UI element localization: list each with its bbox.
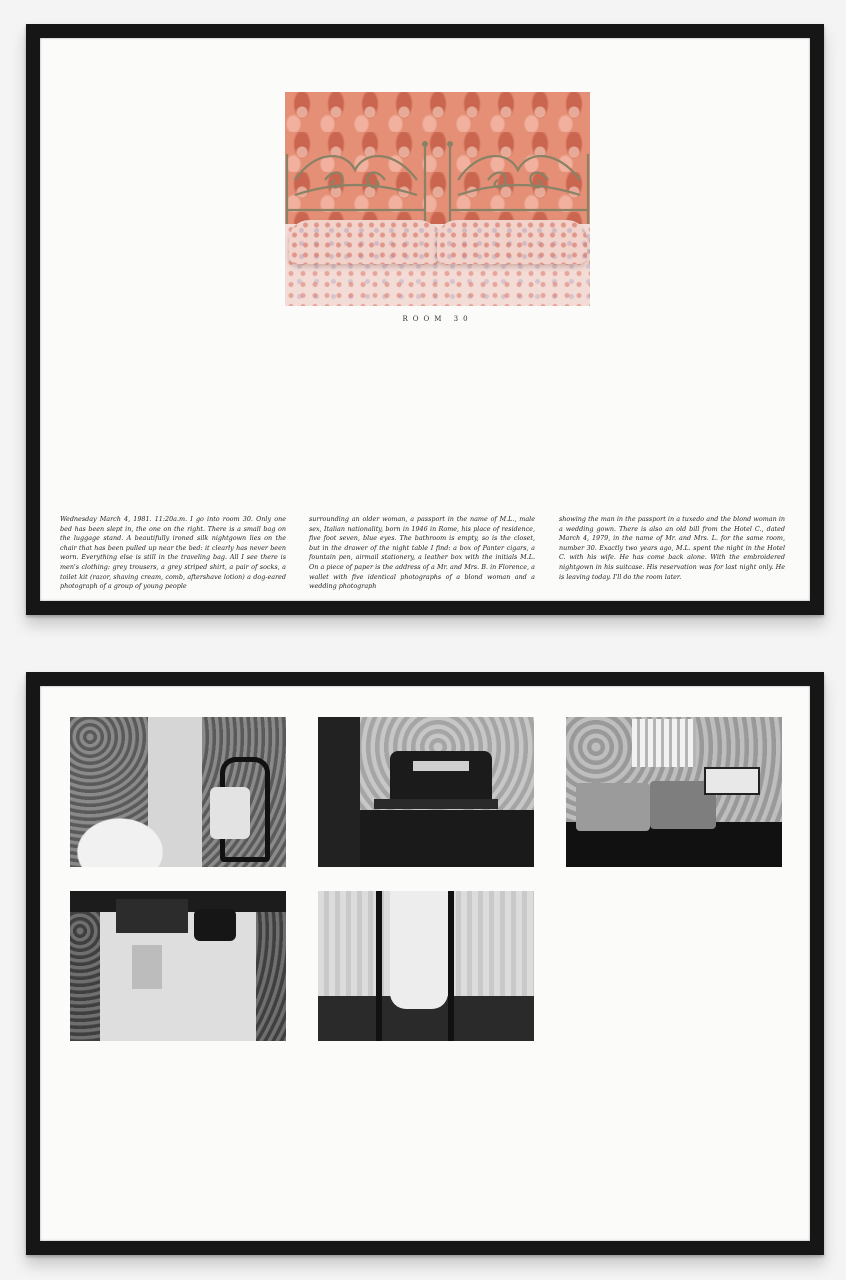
- silk-nightgown: [390, 891, 448, 1009]
- journal-text-column-3: showing the man in the passport in a tuxedo and the blond woman in a wedding gown. There is also an old bill from the Hotel C., dated March 4, 1979, in the name of Mr. and Mrs. L. for the same room, number 30. Exactly two years ago, M.L. spent the night in the Hotel C. with his wife. He has come back alone. With the embroidered nightgown in his suitcase. His reservation was for last night only. He is leaving today. I'll do the room later.: [559, 515, 785, 581]
- nightgown-on-chair-photograph: [318, 891, 534, 1041]
- right-pillow: [437, 220, 587, 264]
- leather-box: [116, 899, 188, 933]
- room-color-photograph: [285, 92, 590, 306]
- bag-strap: [413, 761, 469, 771]
- top-frame: [26, 24, 824, 615]
- bottom-frame: [26, 672, 824, 1255]
- striped-shirt: [632, 719, 696, 767]
- clothing-and-photograph-on-table: [566, 717, 782, 867]
- left-pillow: [289, 220, 439, 264]
- wallet: [194, 909, 236, 941]
- bottom-mat: [40, 686, 810, 1241]
- folded-grey-trousers: [576, 783, 650, 831]
- bed-and-chair-photograph: [70, 717, 286, 867]
- traveling-bag: [390, 751, 492, 801]
- journal-text-column-1: Wednesday March 4, 1981. 11:20a.m. I go into room 30. Only one bed has been slept in, the one on the right. There is a small bag on the luggage stand. A beautifully ironed silk nightgown lies on the chair that has been pulled up near the bed: it clearly has never been worn. Everything else is still in the traveling bag. All I see there is men's clothing: grey trousers, a grey striped shirt, a pair of socks, a toilet kit (razor, shaving cream, comb, aftershave lotion) a dog-eared photograph of a group of young people: [60, 515, 286, 591]
- closet-door: [318, 717, 360, 867]
- luggage-stand: [374, 799, 498, 809]
- bag-on-luggage-stand-photograph: [318, 717, 534, 867]
- group-photograph: [704, 767, 760, 795]
- cigar-box: [132, 945, 162, 989]
- journal-text-column-2: surrounding an older woman, a passport in the name of M.L., male sex, Italian nationality, born in 1946 in Rome, his place of residence, five foot seven, blue eyes. The bathroom is empty, so is the closet, but in the drawer of the night table I find: a box of Panter cigars, a fountain pen, airmail stationery, a leather box with the initials M.L. On a piece of paper is the address of a Mr. and Mrs. B. in Florence, a wallet with five identical photographs of a blond woman and a wedding photograph: [309, 515, 535, 591]
- brass-headboard: [285, 140, 590, 232]
- photo-caption: ROOM 30: [402, 315, 473, 323]
- top-mat: [40, 38, 810, 601]
- night-table-drawer-photograph: [70, 891, 286, 1041]
- nightgown-on-chair: [210, 787, 250, 839]
